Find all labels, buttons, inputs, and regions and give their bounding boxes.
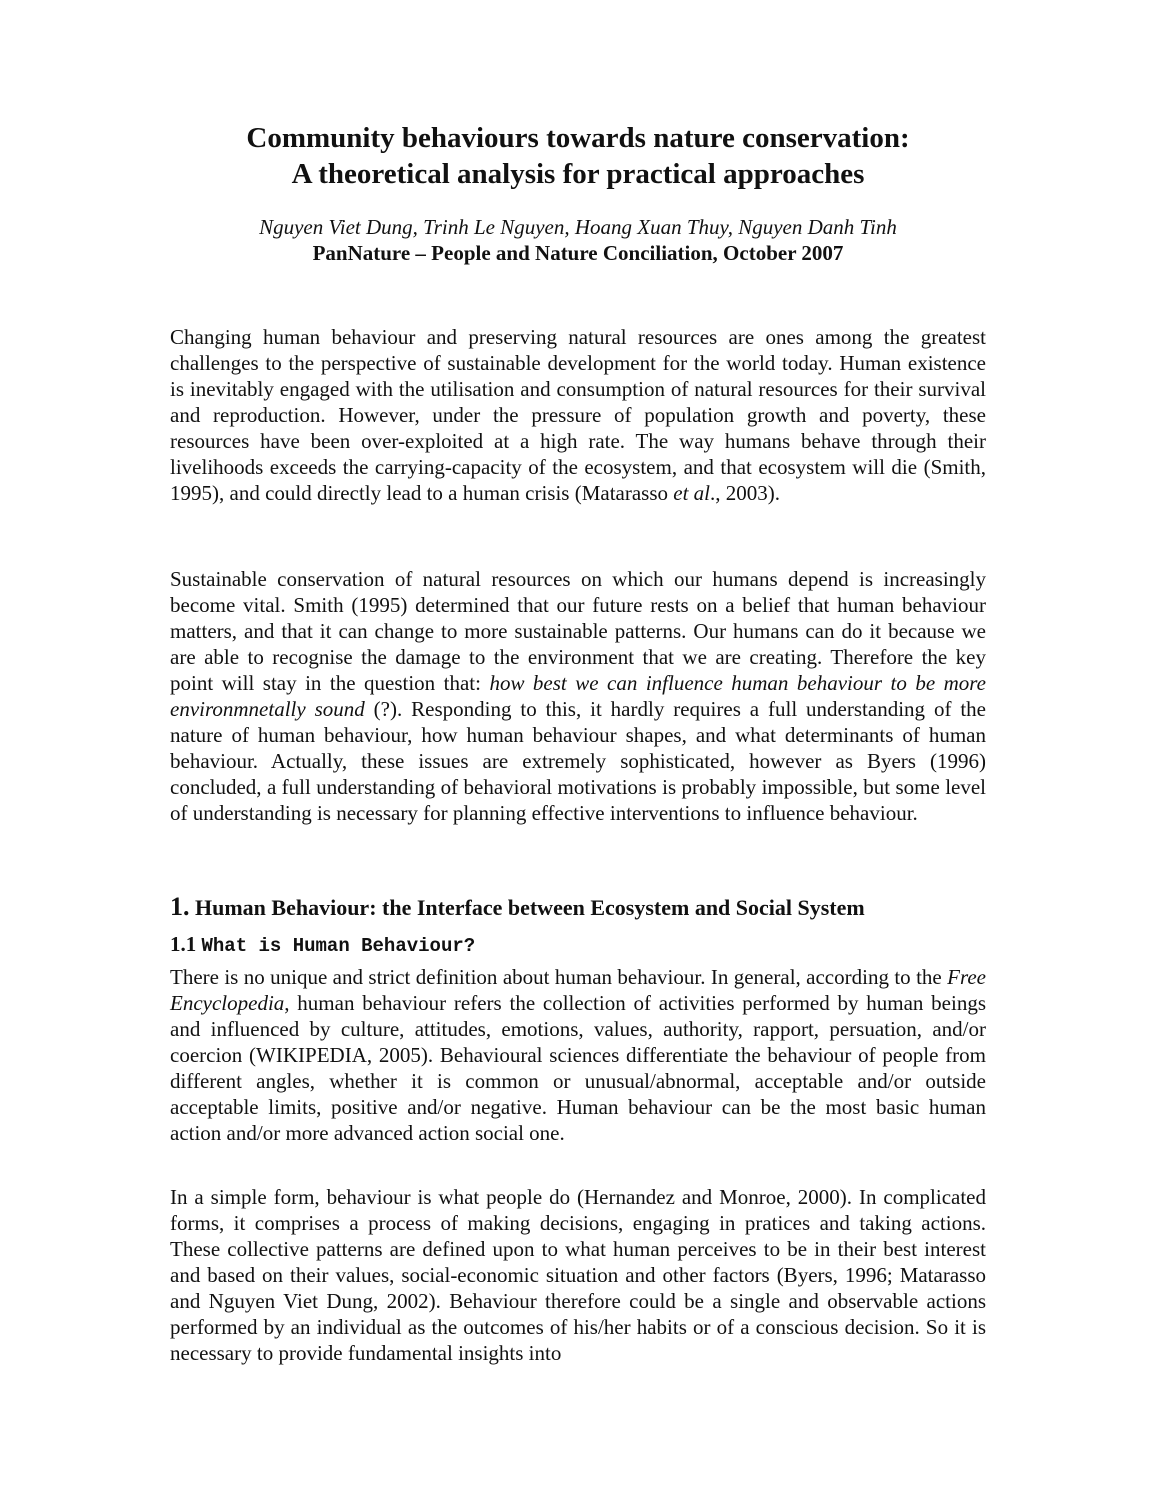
p2-question: how best we can influence human behaviour to be more environmnetally sound — [170, 671, 986, 721]
p1-etal: et al — [673, 481, 711, 505]
title-line-2: A theoretical analysis for practical approaches — [291, 158, 865, 190]
section-1-1-number: 1.1 — [170, 932, 197, 956]
p2-text-after: (?). Responding to this, it hardly requires a full understanding of the nature of human behaviour, how human behaviour shapes, and what determinants of human behaviour. Actually, these issues are extremely sophisticated, however as Byers (1996) concluded, a full understanding of behavioral motivations is probably impossible, but some level of understanding is necessary for planning effective interventions to influence behaviour. — [170, 697, 986, 825]
title-line-1: Community behaviours towards nature conservation: — [246, 122, 910, 154]
p3-text-before: There is no unique and strict definition about human behaviour. In general, according to the — [170, 965, 942, 989]
section-1-heading — [170, 892, 865, 923]
section-1-title: Human Behaviour: the Interface between Ecosystem and Social System — [195, 895, 865, 920]
paper-title — [170, 120, 986, 192]
organization-line: PanNature – People and Nature Conciliation, October 2007 — [312, 241, 844, 265]
p1-tail: ., 2003). — [710, 481, 781, 505]
section-1-1-heading — [170, 930, 475, 960]
intro-paragraph-2 — [170, 566, 986, 826]
p1-text: Changing human behaviour and preserving natural resources are ones among the greatest challenges to the perspective of sustainable development for the world today. Human existence is inevitably engaged with the utilisation and consumption of natural resources for their survival and reproduction. However, under the pressure of population growth and poverty, these resources have been over-exploited at a high rate. The way humans behave through their livelihoods exceeds the carrying-capacity of the ecosystem, and that ecosystem will die (Smith, 1995), and could directly lead to a human crisis (Matarasso — [170, 325, 986, 505]
p3-text-after: , human behaviour refers the collection of activities performed by human beings and influenced by culture, attitudes, emotions, values, authority, rapport, persuation, and/or coercion (WIKIPEDIA, 2005). Behavioural sciences differentiate the behaviour of people from different angles, whether it is common or unusual/abnormal, acceptable and/or outside acceptable limits, positive and/or negative. Human behaviour can be the most basic human action and/or more advanced action social one. — [170, 991, 986, 1145]
p2-text-before: Sustainable conservation of natural resources on which our humans depend is increasingly become vital. Smith (1995) determined that our future rests on a belief that human behaviour matters, and that it can change to more sustainable patterns. Our humans can do it because we are able to recognise the damage to the environment that we are creating. Therefore the key point will stay in the question that: — [170, 567, 986, 695]
section-1-number: 1. — [170, 892, 190, 921]
section-1-1-paragraph-2: In a simple form, behaviour is what people do (Hernandez and Monroe, 2000). In complicated forms, it comprises a process of making decisions, engaging in pratices and taking actions. These collective patterns are defined upon to what human perceives to be in their best interest and based on their values, social-economic situation and other factors (Byers, 1996; Matarasso and Nguyen Viet Dung, 2002). Behaviour therefore could be a single and observable actions performed by an individual as the outcomes of his/her habits or of a conscious decision. So it is necessary to provide fundamental insights into — [170, 1185, 986, 1365]
author-list: Nguyen Viet Dung, Trinh Le Nguyen, Hoang Xuan Thuy, Nguyen Danh Tinh — [259, 215, 897, 239]
section-1-1-title: What is Human Behaviour? — [201, 935, 476, 957]
p3-source: Free Encyclopedia — [170, 965, 986, 1015]
intro-paragraph-1 — [170, 324, 986, 506]
section-1-1-paragraph-1 — [170, 964, 986, 1146]
